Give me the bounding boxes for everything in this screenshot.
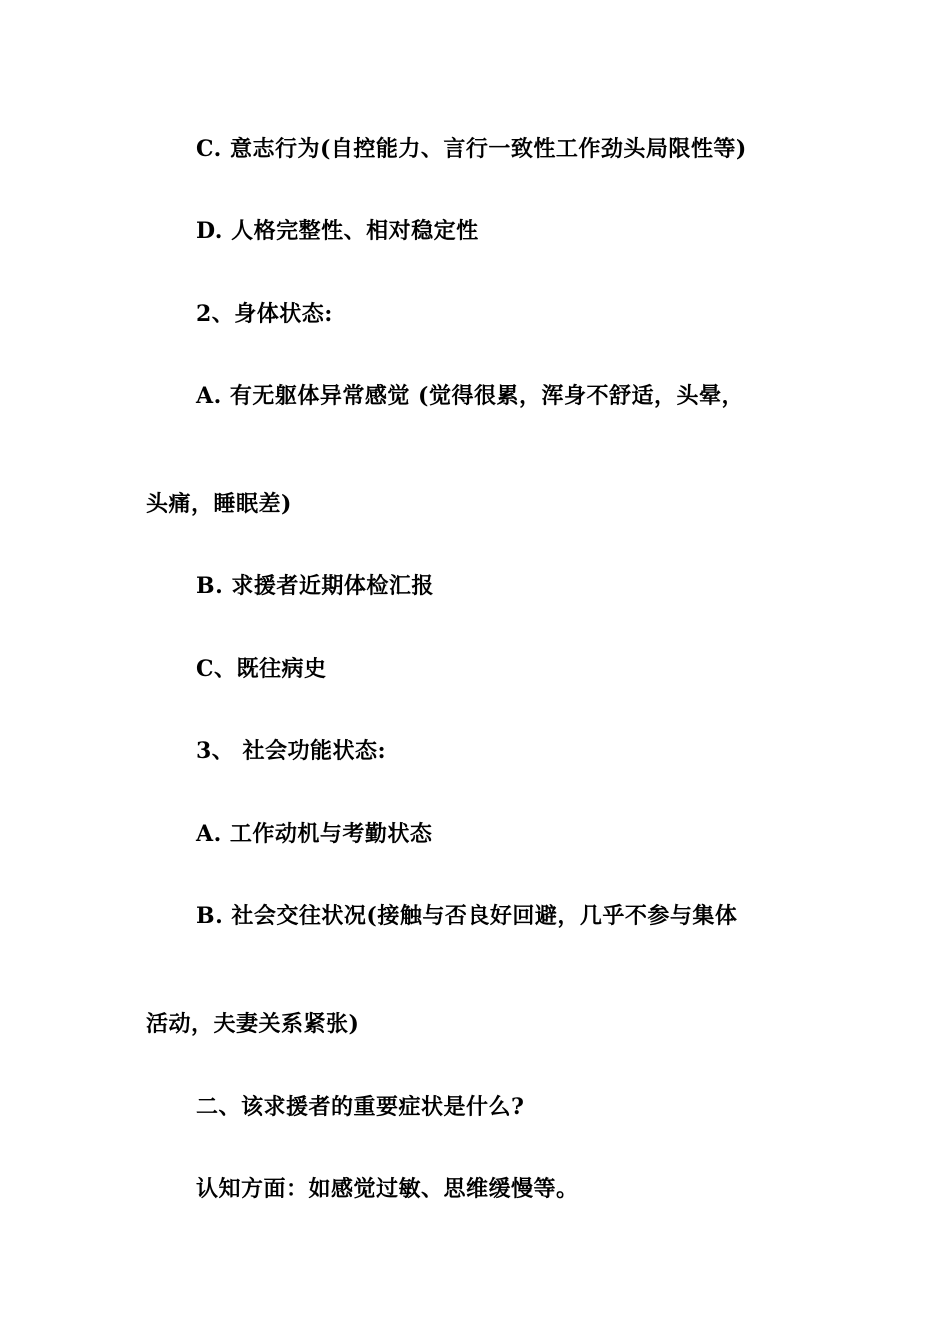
heading-main-symptoms: 二、该求援者的重要症状是什么? — [196, 1094, 525, 1120]
text-line-personality: D. 人格完整性、相对稳定性 — [196, 218, 479, 244]
text-line-volition-behavior: C. 意志行为(自控能力、言行一致性工作劲头局限性等) — [196, 136, 747, 162]
text-line-body-sensation: A. 有无躯体异常感觉 (觉得很累，浑身不舒适，头晕， — [196, 383, 744, 409]
text-line-social-interaction: B. 社会交往状况(接触与否良好回避，几乎不参与集体 — [196, 903, 738, 929]
text-line-cognition: 认知方面：如感觉过敏、思维缓慢等。 — [196, 1176, 579, 1202]
text-line-medical-history: C、既往病史 — [196, 656, 327, 682]
text-line-work-motivation: A. 工作动机与考勤状态 — [196, 821, 433, 847]
text-line-body-sensation-cont: 头痛，睡眠差) — [146, 491, 292, 517]
heading-physical-state: 2、身体状态: — [196, 301, 333, 327]
heading-social-function: 3、 社会功能状态: — [196, 738, 387, 764]
text-line-checkup-report: B. 求援者近期体检汇报 — [196, 573, 434, 599]
text-line-social-interaction-cont: 活动，夫妻关系紧张) — [146, 1011, 360, 1037]
